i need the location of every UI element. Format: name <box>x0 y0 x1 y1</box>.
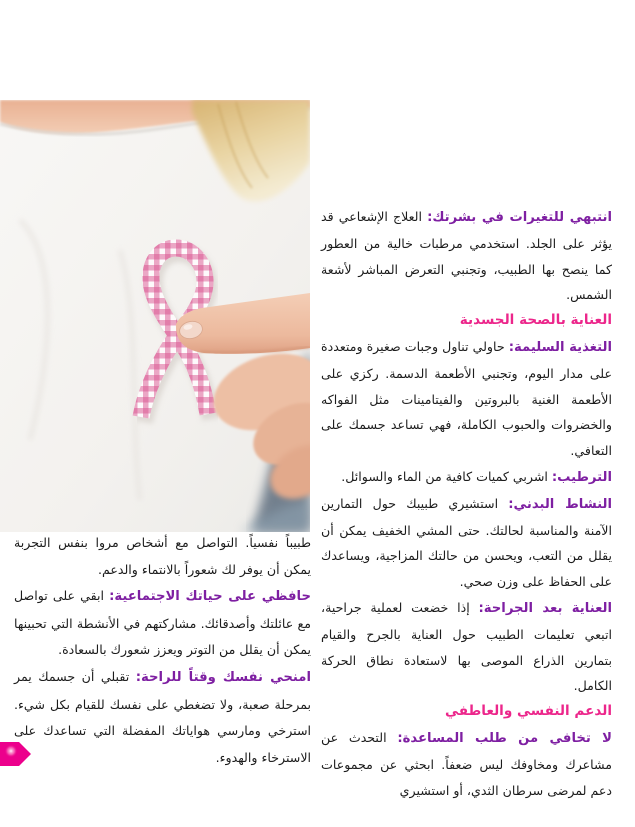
paragraph-continuation <box>14 530 311 583</box>
paragraph-rest-time <box>14 664 311 771</box>
paragraph-social-life <box>14 583 311 664</box>
pink-ribbon-photo-art <box>0 100 310 532</box>
paragraph-body: تقبلي أن جسمك يمر بمرحلة صعبة، ولا تضغطي على نفسك للقيام بكل شيء. استرخي ومارسي هواياتك المفضلة التي تساعدك على الاسترخاء والهدوء. <box>14 668 311 765</box>
paragraph-body: استشيري طبيبك حول التمارين الآمنة والمناسبة لحالتك. حتى المشي الخفيف يمكن أن يقلل من التعب، ويحسن من حالتك المزاجية، ويساعدك على الحفاظ على وزن صحي. <box>321 495 612 590</box>
paragraph-lead: امنحي نفسك وقتاً للراحة: <box>135 669 311 685</box>
paragraph-lead: النشاط البدني: <box>508 496 612 512</box>
paragraph-body: التحدث عن مشاعرك ومخاوفك ليس ضعفاً. ابحثي عن مجموعات دعم لمرضى سرطان الثدي، أو استشيري <box>321 729 612 798</box>
paragraph-lead: الترطيب: <box>551 469 612 485</box>
paragraph-lead: لا تخافي من طلب المساعدة: <box>397 730 612 746</box>
paragraph-nutrition <box>321 334 612 464</box>
pink-ribbon-photo <box>0 100 310 532</box>
page-tag-icon <box>0 742 32 766</box>
paragraph-lead: حافظي على حياتك الاجتماعية: <box>109 589 311 605</box>
paragraph-body: إذا خضعت لعملية جراحية، اتبعي تعليمات الطبيب حول العناية بالجرح والقيام بتمارين الذراع الموصى بها لاستعادة نطاق الحركة الكامل. <box>321 599 612 694</box>
section-heading-emotional-support: الدعم النفسي والعاطفي <box>444 703 612 720</box>
paragraph-lead: انتبهي للتغيرات في بشرتك: <box>427 210 612 225</box>
paragraph-body: اشربي كميات كافية من الماء والسوائل. <box>341 468 548 484</box>
paragraph-body: حاولي تناول وجبات صغيرة ومتعددة على مدار اليوم، وتجنبي الأطعمة الدسمة. ركزي على الأطعمة الغنية بالبروتين والفيتامينات مثل الفواكه والخضروات والحبوب الكاملة، فهي تساعد جسمك على التعافي. <box>321 338 612 459</box>
left-text-column <box>14 530 311 771</box>
paragraph-body: طبيباً نفسياً. التواصل مع أشخاص مروا بنفس التجربة يمكن أن يوفر لك شعوراً بالانتماء والدعم. <box>14 535 311 577</box>
paragraph-lead: العناية بعد الجراحة: <box>478 600 612 616</box>
paragraph-ask-for-help <box>321 725 612 803</box>
paragraph-post-surgery-care <box>321 595 612 699</box>
paragraph-lead: التغذية السليمة: <box>508 339 612 355</box>
paragraph-hydration <box>321 464 612 491</box>
section-heading-physical-care: العناية بالصحة الجسدية <box>459 312 612 329</box>
paragraph-body: العلاج الإشعاعي قد يؤثر على الجلد. استخدمي مرطبات خالية من العطور كما ينصح بها الطبيب، وتجنبي التعرض المباشر لأشعة الشمس. <box>321 209 612 303</box>
paragraph-physical-activity <box>321 491 612 595</box>
right-text-column <box>321 204 612 803</box>
paragraph-skin-changes <box>321 204 612 308</box>
paragraph-body: ابقي على تواصل مع عائلتك وأصدقائك. مشاركتهم في الأنشطة التي تحبينها يمكن أن يقلل من التوتر ويعزز شعورك بالسعادة. <box>14 588 311 658</box>
